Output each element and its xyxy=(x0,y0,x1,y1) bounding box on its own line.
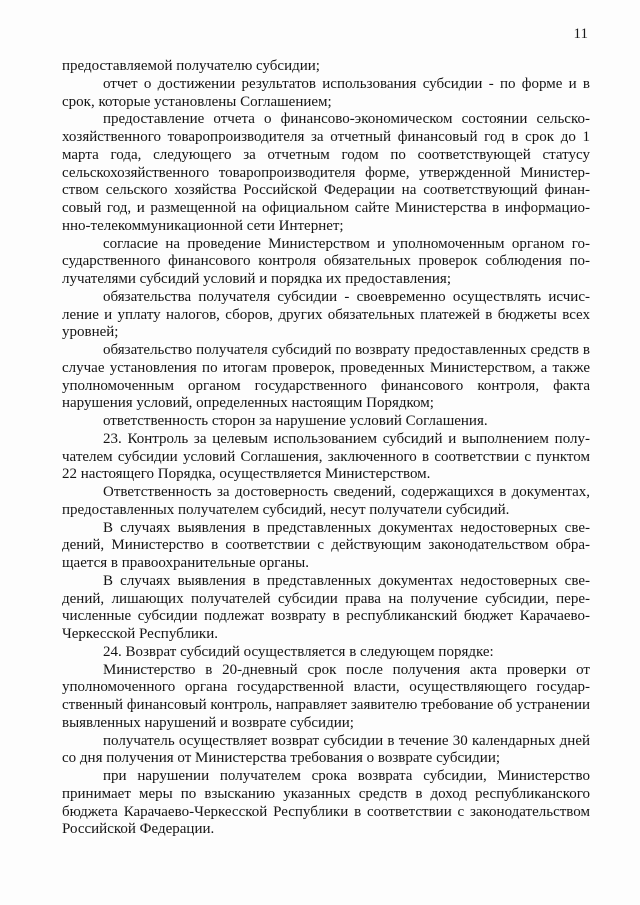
paragraph-14: получатель осуществляет возврат субсидии в течение 30 календарных дней со дня получения от Министерства требования о возврате субсидии; xyxy=(62,732,590,767)
paragraph-5: обязательства получателя субсидии - своевременно осуществлять исчисление и уплату налогов, сборов, других обязательных платежей в бюджеты всех уровней; xyxy=(62,288,590,341)
paragraph-1: предоставляемой получателю субсидии; xyxy=(62,58,320,74)
paragraph-10: В случаях выявления в представленных документах недостоверных сведений, Министерство в соответствии с действующим законодательством обращается в правоохранительные органы. xyxy=(62,519,590,571)
document-body xyxy=(62,58,590,839)
paragraph-6: обязательство получателя субсидий по возврату предоставленных средств в случае установления по итогам проверок, проведенных Министерством, а также уполномоченным органом государственного финансового контроля, факта нарушения условий, определенных настоящим Порядком; xyxy=(62,342,590,412)
paragraph-8: 23. Контроль за целевым использованием субсидий и выполнением получателем субсидии условий Соглашения, заключенного в соответствии с пунктом 22 настоящего Порядка, осуществляется Министерством. xyxy=(62,430,590,483)
paragraph-15: при нарушении получателем срока возврата субсидии, Министерство принимает меры по взысканию указанных средств в доход республиканского бюджета Карачаево-Черкесской Республики в соответствии с законодательством Российской Федерации. xyxy=(62,768,590,838)
paragraph-12: 24. Возврат субсидий осуществляется в следующем порядке: xyxy=(103,643,494,660)
paragraph-11: В случаях выявления в представленных документах недостоверных сведений, лишающих получателей субсидии права на получение субсидии, перечисленные субсидии подлежат возврату в республиканский бюджет Карачаево-Черкесской Республики. xyxy=(62,572,590,642)
paragraph-13: Министерство в 20-дневный срок после получения акта проверки от уполномоченного органа государственной власти, осуществляющего государственный финансовый контроль, направляет заявителю требование об устранении выявленных нарушений и возврате субсидии; xyxy=(62,661,590,731)
paragraph-3: предоставление отчета о финансово-экономическом состоянии сельскохозяйственного товаропроизводителя за отчетный финансовый год в срок до 1 марта года, следующего за отчетным годом по соответствующей статусу сельскохозяйственного товаропроизводителя форме, утвержденной Министерством сельского хозяйства Российской Федерации на соответствующий финансовый год, и размещенной на официальном сайте Министерства в информационно-телекоммуникационной сети Интернет; xyxy=(62,111,590,234)
paragraph-7: ответственность сторон за нарушение условий Соглашения. xyxy=(103,413,488,429)
page-number: 11 xyxy=(573,26,588,42)
paragraph-9: Ответственность за достоверность сведений, содержащихся в документах, предоставленных получателем субсидий, несут получатели субсидий. xyxy=(62,484,590,518)
paragraph-2: отчет о достижении результатов использования субсидии - по форме и в срок, которые установлены Соглашением; xyxy=(62,75,590,110)
paragraph-4: согласие на проведение Министерством и уполномоченным органом государственного финансового контроля обязательных проверок соблюдения получателями субсидий условий и порядка их предоставления; xyxy=(62,235,590,287)
